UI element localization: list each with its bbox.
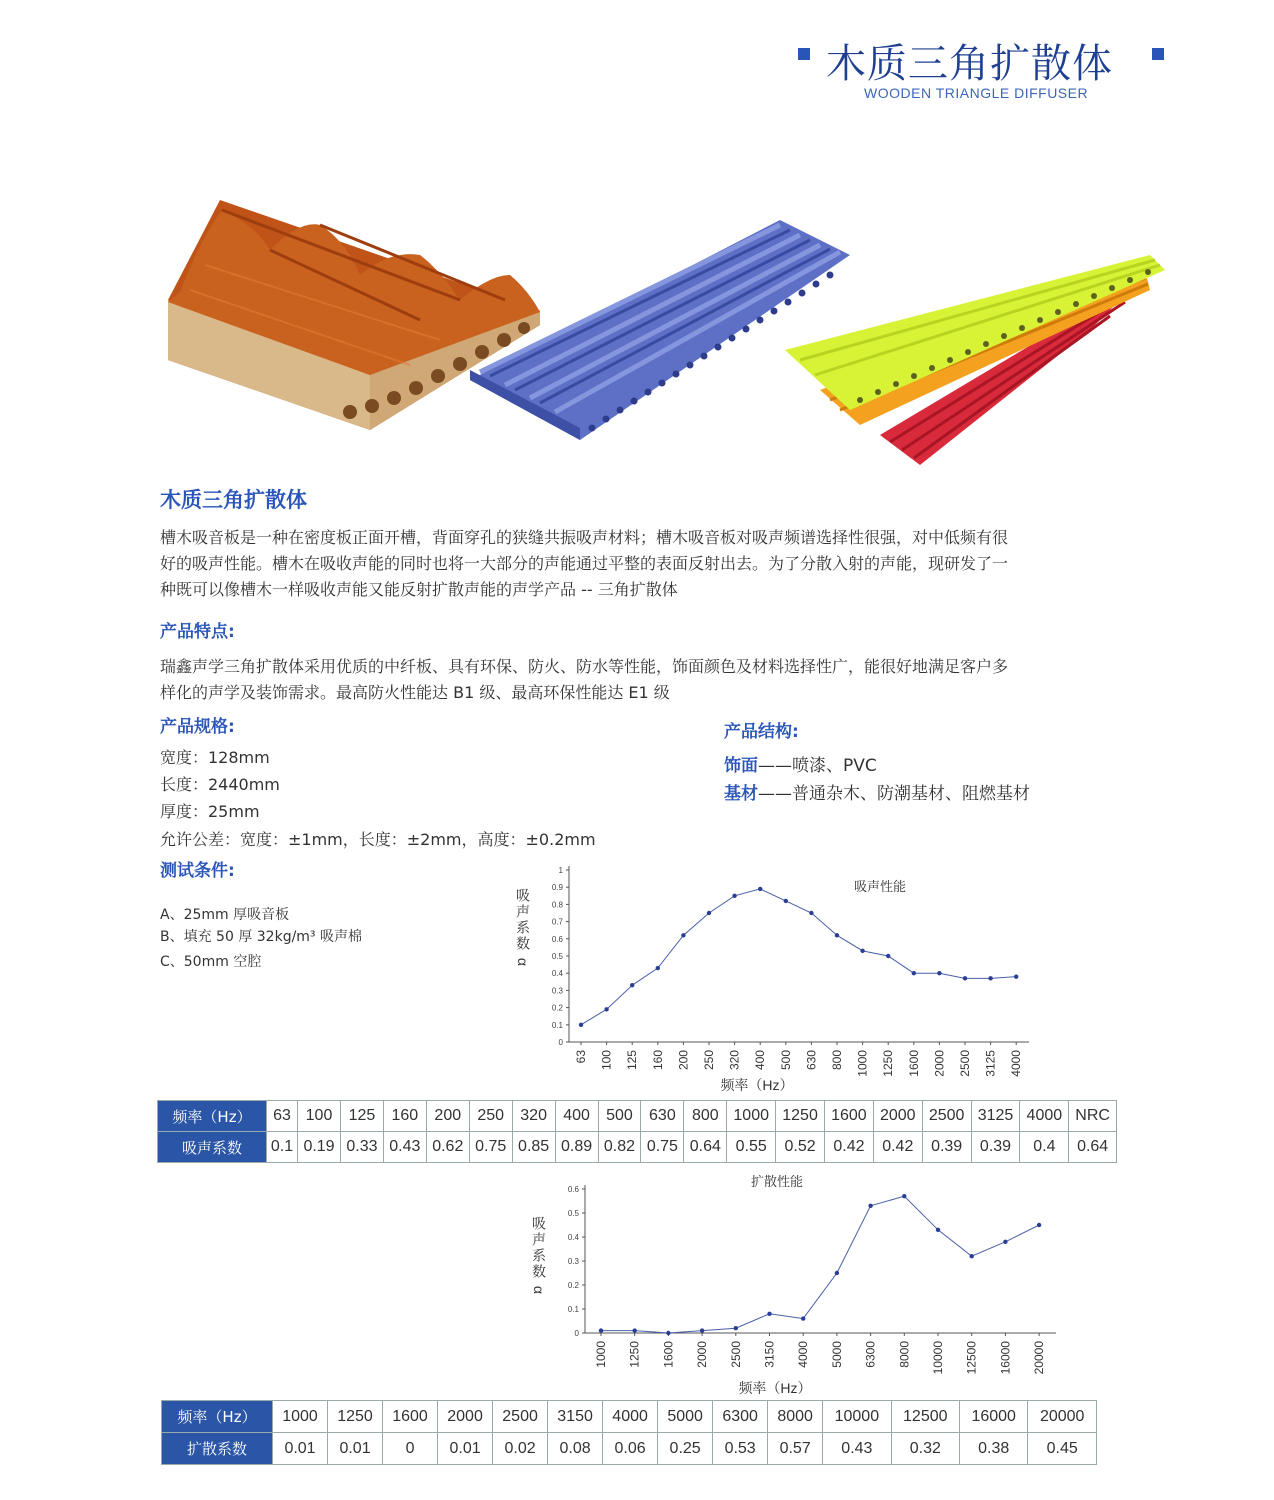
table-cell-coef: 0.85 (512, 1132, 555, 1163)
x-tick-label: 400 (753, 1050, 768, 1071)
x-tick-label: 500 (778, 1050, 793, 1071)
table-cell-coef: 0.01 (438, 1433, 493, 1465)
table-cell-freq: 20000 (1028, 1401, 1097, 1433)
data-point (1037, 1223, 1041, 1227)
spec-tolerance: 允许公差：宽度：±1mm，长度：±2mm，高度：±0.2mm (160, 830, 596, 849)
x-tick-label: 6300 (863, 1341, 878, 1368)
structure-surface (724, 751, 877, 776)
y-tick-label: 0 (574, 1329, 579, 1338)
x-tick-label: 100 (599, 1050, 614, 1071)
y-tick-label: 0.1 (551, 1020, 563, 1030)
table-cell-coef: 0.89 (555, 1132, 598, 1163)
data-point (886, 954, 890, 958)
table-cell-freq: 3125 (971, 1101, 1020, 1132)
spec-width: 宽度：128mm (160, 748, 270, 767)
series-line (581, 889, 1016, 1025)
table-cell-freq: 8000 (768, 1401, 823, 1433)
x-tick-label: 1250 (627, 1341, 642, 1368)
x-tick-label: 160 (650, 1050, 665, 1071)
table-cell-coef: 0.4 (1020, 1132, 1069, 1163)
table-row-coef (162, 1433, 1097, 1465)
table-row-freq (162, 1401, 1097, 1433)
x-tick-label: 16000 (998, 1341, 1013, 1375)
table-cell-coef: 0.75 (641, 1132, 684, 1163)
header-square-right (1152, 48, 1164, 60)
y-tick-label: 0.5 (551, 952, 563, 961)
table-cell-coef: 0.32 (891, 1433, 959, 1465)
series-line (601, 1196, 1039, 1333)
data-point (868, 1204, 872, 1208)
y-axis-label: 吸声系数 α (515, 888, 531, 968)
table-cell-freq: 1250 (328, 1401, 383, 1433)
data-point (936, 1228, 940, 1232)
x-tick-label: 2500 (728, 1341, 743, 1368)
features-title: 产品特点: (160, 622, 235, 642)
y-tick-label: 1 (558, 866, 563, 875)
table-cell-freq: 16000 (960, 1401, 1028, 1433)
table-cell-coef: 0.01 (273, 1433, 328, 1465)
spec-length: 长度：2440mm (160, 775, 280, 794)
data-point (604, 1007, 608, 1011)
row-label-freq: 频率（Hz） (162, 1401, 273, 1433)
x-tick-label: 1600 (661, 1341, 676, 1368)
spec-thickness: 厚度：25mm (160, 802, 260, 821)
y-tick-label: 0.8 (551, 900, 563, 910)
data-point (1014, 974, 1018, 978)
table-cell-freq: 4000 (603, 1401, 658, 1433)
data-point (937, 971, 941, 975)
data-point (809, 911, 813, 915)
page-title: 木质三角扩散体 (826, 41, 1113, 87)
table-cell-coef: 0.75 (469, 1132, 512, 1163)
table-cell-coef: 0.42 (873, 1132, 922, 1163)
structure-value: ——喷漆、PVC (758, 756, 877, 776)
table-cell-freq: 1000 (273, 1401, 328, 1433)
data-point (700, 1328, 704, 1332)
structure-base (724, 779, 1030, 804)
table-cell-coef: 0.06 (603, 1433, 658, 1465)
y-tick-label: 0.6 (551, 934, 563, 944)
x-tick-label: 1000 (855, 1050, 870, 1077)
data-point (734, 1326, 738, 1330)
table-cell-coef: 0.43 (383, 1132, 426, 1163)
table-cell-freq: NRC (1069, 1101, 1117, 1132)
data-point (599, 1328, 603, 1332)
y-tick-label: 0.9 (551, 883, 563, 893)
x-tick-label: 1000 (594, 1341, 608, 1368)
features-line: 瑞鑫声学三角扩散体采用优质的中纤板、具有环保、防火、防水等性能，饰面颜色及材料选择性广，能很好地满足客户多 (160, 657, 1009, 676)
table-cell-coef: 0.43 (823, 1433, 891, 1465)
x-tick-label: 8000 (897, 1341, 912, 1368)
data-point (860, 949, 864, 953)
x-tick-label: 63 (574, 1050, 588, 1064)
y-tick-label: 0.6 (567, 1185, 579, 1194)
table-cell-freq: 500 (598, 1101, 641, 1132)
diffusion-table (161, 1400, 1097, 1465)
table-cell-freq: 160 (383, 1101, 426, 1132)
table-cell-freq: 5000 (658, 1401, 713, 1433)
table-cell-coef: 0.08 (548, 1433, 603, 1465)
diffusion-chart (525, 1168, 1065, 1400)
y-tick-label: 0.4 (567, 1233, 579, 1242)
table-cell-freq: 10000 (823, 1401, 891, 1433)
intro-line: 槽木吸音板是一种在密度板正面开槽，背面穿孔的狭缝共振吸声材料；槽木吸音板对吸声频谱选择性很强，对中低频有很 (160, 528, 1009, 547)
data-point (835, 1271, 839, 1275)
table-row-coef (158, 1132, 1117, 1163)
features-line: 样化的声学及装饰需求。最高防火性能达 B1 级、最高环保性能达 E1 级 (160, 683, 670, 702)
structure-value: ——普通杂木、防潮基材、阻燃基材 (758, 784, 1030, 804)
data-point (666, 1331, 670, 1335)
x-axis-label: 频率（Hz） (738, 1380, 812, 1396)
table-cell-coef: 0.42 (824, 1132, 873, 1163)
table-cell-coef: 0.01 (328, 1433, 383, 1465)
wood-panel-image (168, 200, 540, 430)
table-cell-freq: 12500 (891, 1401, 959, 1433)
product-intro (160, 525, 1170, 603)
y-tick-label: 0 (558, 1038, 563, 1047)
y-tick-label: 0.7 (551, 917, 563, 927)
specs-title: 产品规格: (160, 717, 235, 737)
table-cell-coef: 0.45 (1028, 1433, 1097, 1465)
intro-line: 好的吸声性能。槽木在吸收声能的同时也将一大部分的声能通过平整的表面反射出去。为了分散入射的声能，现研发了一 (160, 554, 1009, 573)
absorption-chart (505, 860, 1045, 1100)
data-point (963, 976, 967, 980)
table-cell-coef: 0.19 (298, 1132, 341, 1163)
row-label-freq: 频率（Hz） (158, 1101, 267, 1132)
y-tick-label: 0.5 (567, 1209, 579, 1218)
table-cell-freq: 200 (426, 1101, 469, 1132)
table-cell-freq: 4000 (1020, 1101, 1069, 1132)
table-cell-freq: 2500 (493, 1401, 548, 1433)
y-tick-label: 0.1 (567, 1305, 579, 1314)
x-tick-label: 200 (676, 1050, 691, 1071)
data-point (732, 894, 736, 898)
table-cell-freq: 2000 (438, 1401, 493, 1433)
x-tick-label: 2500 (958, 1050, 972, 1077)
data-point (707, 911, 711, 915)
row-label-coef: 吸声系数 (158, 1132, 267, 1163)
data-point (630, 983, 634, 987)
table-cell-coef: 0.33 (340, 1132, 383, 1163)
x-tick-label: 10000 (931, 1341, 945, 1375)
x-tick-label: 1250 (881, 1050, 896, 1077)
x-tick-label: 320 (727, 1050, 742, 1071)
test-condition-a: A、25mm 厚吸音板 (160, 907, 290, 923)
structure-title: 产品结构: (724, 722, 799, 742)
table-cell-coef: 0.39 (971, 1132, 1020, 1163)
data-point (579, 1023, 583, 1027)
x-tick-label: 250 (702, 1050, 716, 1071)
data-point (1003, 1240, 1007, 1244)
y-tick-label: 0.2 (551, 1003, 563, 1013)
x-tick-label: 1600 (906, 1050, 921, 1077)
page-subtitle: WOODEN TRIANGLE DIFFUSER (864, 85, 1089, 101)
test-condition-b: B、填充 50 厚 32kg/m³ 吸声棉 (160, 929, 362, 945)
x-tick-label: 5000 (829, 1341, 844, 1368)
structure-key: 基材 (724, 784, 758, 804)
table-cell-freq: 3150 (548, 1401, 603, 1433)
data-point (758, 887, 762, 891)
table-cell-freq: 1600 (383, 1401, 438, 1433)
data-point (970, 1254, 974, 1258)
chart-title: 扩散性能 (750, 1174, 804, 1189)
data-point (656, 966, 660, 970)
table-cell-freq: 320 (512, 1101, 555, 1132)
structure-key: 饰面 (724, 756, 758, 776)
data-point (681, 933, 685, 937)
x-tick-label: 12500 (964, 1341, 979, 1375)
table-cell-freq: 1250 (776, 1101, 825, 1132)
y-tick-label: 0.2 (567, 1281, 579, 1290)
row-label-coef: 扩散系数 (162, 1433, 273, 1465)
table-cell-coef: 0.38 (960, 1433, 1028, 1465)
y-tick-label: 0.4 (551, 969, 563, 979)
table-row-freq (158, 1101, 1117, 1132)
x-tick-label: 800 (830, 1050, 844, 1071)
table-cell-freq: 100 (298, 1101, 341, 1132)
table-cell-freq: 6300 (713, 1401, 768, 1433)
x-tick-label: 4000 (796, 1341, 811, 1368)
table-cell-freq: 1000 (727, 1101, 776, 1132)
table-cell-freq: 125 (340, 1101, 383, 1132)
data-point (835, 933, 839, 937)
x-tick-label: 4000 (1009, 1050, 1024, 1077)
data-point (902, 1194, 906, 1198)
color-panels-image (785, 255, 1165, 465)
table-cell-coef: 0.53 (713, 1433, 768, 1465)
x-tick-label: 2000 (932, 1050, 947, 1077)
product-title: 木质三角扩散体 (160, 488, 307, 512)
data-point (988, 976, 992, 980)
table-cell-coef: 0.82 (598, 1132, 641, 1163)
x-tick-label: 20000 (1032, 1341, 1047, 1375)
table-cell-coef: 0.02 (493, 1433, 548, 1465)
table-cell-freq: 63 (267, 1101, 298, 1132)
table-cell-freq: 630 (641, 1101, 684, 1132)
absorption-table (157, 1100, 1117, 1163)
table-cell-coef: 0.52 (776, 1132, 825, 1163)
data-point (801, 1316, 805, 1320)
table-cell-freq: 400 (555, 1101, 598, 1132)
product-photo (160, 180, 1180, 480)
table-cell-coef: 0 (383, 1433, 438, 1465)
y-tick-label: 0.3 (551, 986, 563, 996)
table-cell-freq: 250 (469, 1101, 512, 1132)
y-axis-label: 吸声系数 α (531, 1216, 547, 1296)
chart-title: 吸声性能 (853, 879, 907, 894)
intro-line: 种既可以像槽木一样吸收声能又能反射扩散声能的声学产品 -- 三角扩散体 (160, 580, 678, 599)
table-cell-coef: 0.25 (658, 1433, 713, 1465)
data-point (912, 971, 916, 975)
x-tick-label: 3125 (983, 1050, 998, 1077)
table-cell-coef: 0.62 (426, 1132, 469, 1163)
table-cell-coef: 0.57 (768, 1433, 823, 1465)
data-point (784, 899, 788, 903)
x-tick-label: 125 (625, 1050, 640, 1071)
table-cell-freq: 2500 (922, 1101, 971, 1132)
test-title: 测试条件: (160, 861, 235, 881)
table-cell-coef: 0.64 (1069, 1132, 1117, 1163)
data-point (767, 1312, 771, 1316)
x-tick-label: 3150 (762, 1341, 777, 1368)
test-condition-c: C、50mm 空腔 (160, 954, 262, 970)
x-tick-label: 2000 (695, 1341, 710, 1368)
header-square-left (798, 48, 810, 60)
x-tick-label: 630 (804, 1050, 819, 1071)
y-tick-label: 0.3 (567, 1257, 579, 1266)
table-cell-coef: 0.39 (922, 1132, 971, 1163)
x-axis-label: 频率（Hz） (720, 1077, 794, 1093)
table-cell-freq: 2000 (873, 1101, 922, 1132)
table-cell-coef: 0.55 (727, 1132, 776, 1163)
table-cell-freq: 800 (684, 1101, 727, 1132)
table-cell-coef: 0.1 (267, 1132, 298, 1163)
features-text (160, 654, 1170, 706)
table-cell-freq: 1600 (824, 1101, 873, 1132)
table-cell-coef: 0.64 (684, 1132, 727, 1163)
data-point (633, 1328, 637, 1332)
